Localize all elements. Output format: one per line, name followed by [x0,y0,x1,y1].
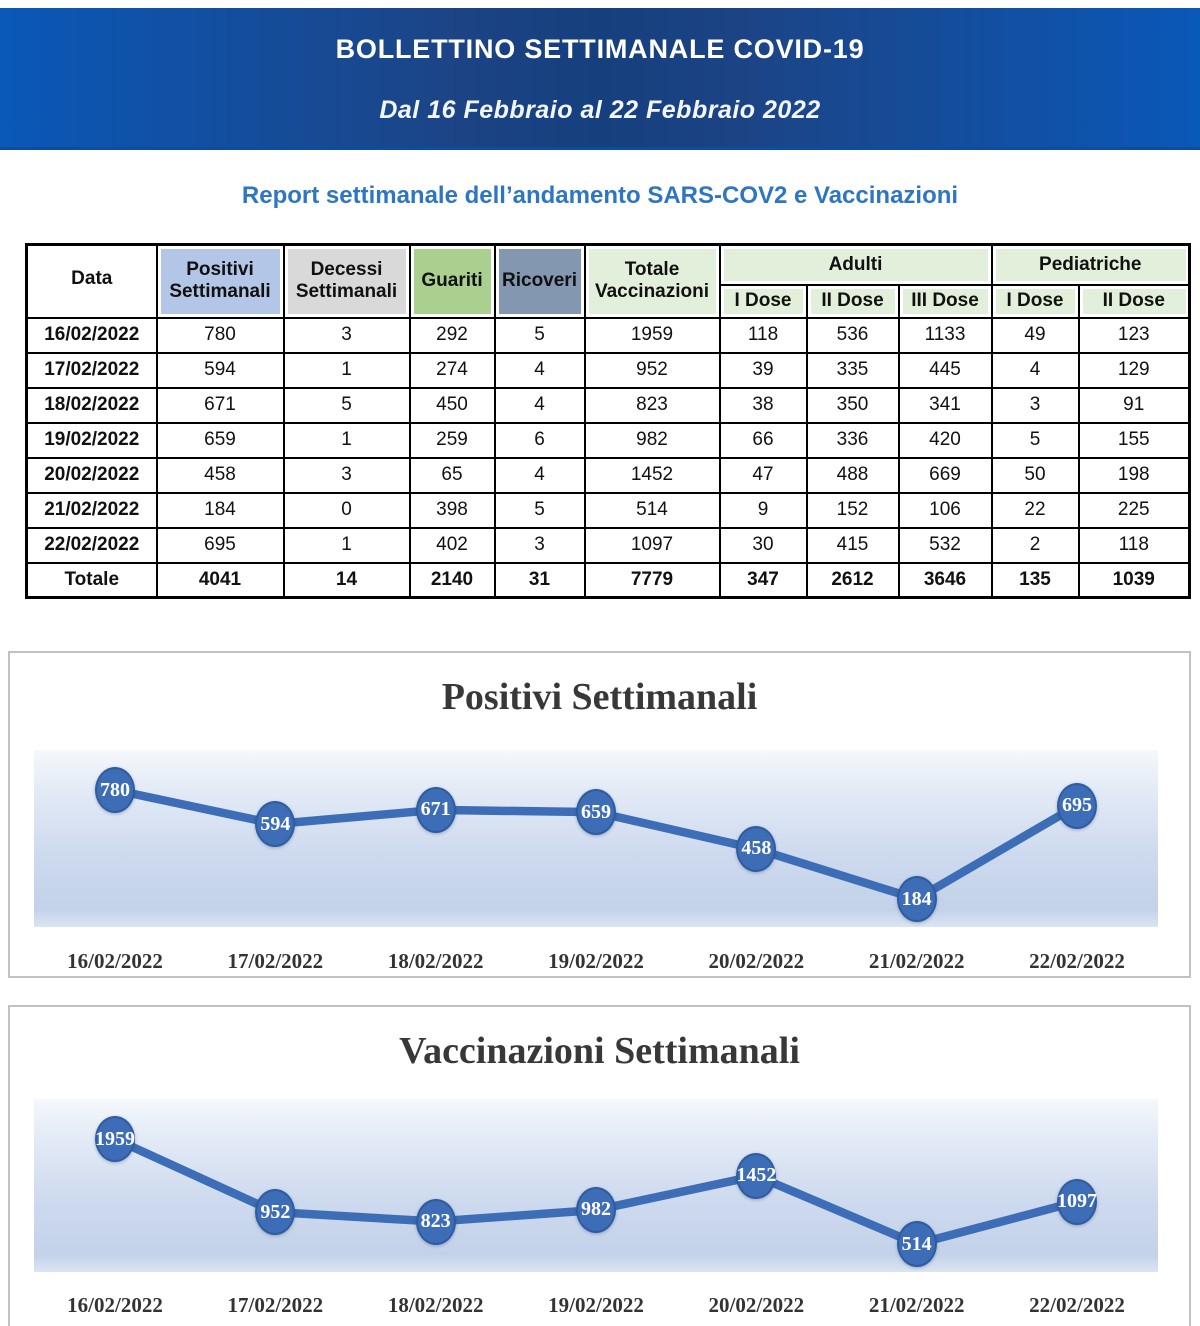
value-cell: 9 [720,493,807,528]
table-total-row [27,563,1190,598]
value-cell: 4041 [157,563,284,598]
series-line [34,750,1158,927]
value-cell: 335 [807,353,899,388]
value-cell: 1 [284,423,410,458]
col-header-totale-vaccinazioni: Totale Vaccinazioni [585,245,720,318]
series-line [34,1099,1158,1272]
x-axis-label: 16/02/2022 [67,1293,163,1317]
value-cell: 65 [410,458,495,493]
chart-title: Vaccinazioni Settimanali [399,1030,800,1072]
value-cell: 6 [495,423,585,458]
value-cell: 30 [720,528,807,563]
value-cell: 420 [899,423,992,458]
report-banner [0,8,1200,150]
group-header-adulti: Adulti [720,245,992,285]
data-point-marker: 594 [255,801,295,847]
col-header-decessi: Decessi Settimanali [284,245,410,318]
value-cell: 2 [992,528,1079,563]
value-cell: 1 [284,353,410,388]
value-cell: 488 [807,458,899,493]
x-axis-label: 17/02/2022 [227,1293,324,1317]
data-point-marker: 458 [736,826,776,872]
table-row [27,318,1190,353]
data-point-marker: 1959 [95,1116,135,1162]
data-point-marker: 659 [576,789,616,835]
value-cell: 536 [807,318,899,353]
table-row [27,493,1190,528]
value-cell: 155 [1079,423,1190,458]
date-cell: 16/02/2022 [27,318,157,353]
value-cell: 50 [992,458,1079,493]
data-point-marker: 695 [1057,783,1097,829]
x-axis-label: 20/02/2022 [708,949,805,973]
group-header-pediatriche: Pediatriche [992,245,1190,285]
data-point-marker: 823 [416,1199,456,1245]
col-header-guariti: Guariti [410,245,495,318]
value-cell: 347 [720,563,807,598]
value-cell: 0 [284,493,410,528]
value-cell: 659 [157,423,284,458]
value-cell: 982 [585,423,720,458]
x-axis-label: 18/02/2022 [387,949,484,973]
data-point-marker: 514 [897,1221,937,1267]
chart-vaccinazioni-settimanali [8,1005,1191,1326]
value-cell: 7779 [585,563,720,598]
data-point-marker: 952 [255,1189,295,1235]
value-cell: 118 [720,318,807,353]
value-cell: 14 [284,563,410,598]
value-cell: 135 [992,563,1079,598]
value-cell: 532 [899,528,992,563]
table-row [27,388,1190,423]
value-cell: 594 [157,353,284,388]
value-cell: 1039 [1079,563,1190,598]
value-cell: 823 [585,388,720,423]
table-row [27,353,1190,388]
value-cell: 38 [720,388,807,423]
banner-title: BOLLETTINO SETTIMANALE COVID-19 [335,34,865,64]
value-cell: 669 [899,458,992,493]
data-point-marker: 184 [897,876,937,922]
date-cell: 21/02/2022 [27,493,157,528]
data-point-marker: 671 [416,787,456,833]
x-axis-label: 17/02/2022 [227,949,324,973]
data-point-marker: 982 [576,1187,616,1233]
value-cell: 2612 [807,563,899,598]
value-cell: 1959 [585,318,720,353]
col-header-positivi: Positivi Settimanali [157,245,284,318]
value-cell: 1133 [899,318,992,353]
total-label-cell: Totale [27,563,157,598]
value-cell: 5 [495,493,585,528]
value-cell: 5 [495,318,585,353]
value-cell: 129 [1079,353,1190,388]
value-cell: 514 [585,493,720,528]
value-cell: 3 [284,318,410,353]
table-row [27,423,1190,458]
x-axis-label: 22/02/2022 [1029,949,1125,973]
x-axis-label: 16/02/2022 [67,949,163,973]
table-row [27,458,1190,493]
value-cell: 2140 [410,563,495,598]
value-cell: 4 [495,353,585,388]
value-cell: 39 [720,353,807,388]
x-axis-label: 21/02/2022 [868,1293,965,1317]
x-axis-label: 18/02/2022 [387,1293,484,1317]
chart-plot-area [34,1099,1158,1272]
covid-data-table [25,243,1191,599]
date-cell: 22/02/2022 [27,528,157,563]
date-cell: 18/02/2022 [27,388,157,423]
x-axis [34,949,1158,975]
chart-positivi-settimanali [8,651,1191,978]
value-cell: 695 [157,528,284,563]
value-cell: 671 [157,388,284,423]
value-cell: 350 [807,388,899,423]
value-cell: 259 [410,423,495,458]
x-axis-label: 19/02/2022 [548,1293,644,1317]
x-axis-label: 21/02/2022 [868,949,965,973]
col-header-adulti-dose-1: I Dose [720,285,807,318]
banner-subtitle: Dal 16 Febbraio al 22 Febbraio 2022 [379,96,821,124]
value-cell: 341 [899,388,992,423]
value-cell: 91 [1079,388,1190,423]
value-cell: 445 [899,353,992,388]
value-cell: 458 [157,458,284,493]
value-cell: 4 [495,458,585,493]
value-cell: 5 [284,388,410,423]
col-header-pediatriche-dose-2: II Dose [1079,285,1190,318]
value-cell: 3 [992,388,1079,423]
value-cell: 5 [992,423,1079,458]
value-cell: 274 [410,353,495,388]
x-axis-label: 20/02/2022 [708,1293,805,1317]
value-cell: 225 [1079,493,1190,528]
report-heading: Report settimanale dell’andamento SARS-COV2 e Vaccinazioni [241,182,959,209]
value-cell: 3 [495,528,585,563]
x-axis-label: 22/02/2022 [1029,1293,1125,1317]
value-cell: 4 [992,353,1079,388]
col-header-adulti-dose-3: III Dose [899,285,992,318]
value-cell: 118 [1079,528,1190,563]
chart-plot-area [34,750,1158,927]
value-cell: 336 [807,423,899,458]
value-cell: 402 [410,528,495,563]
value-cell: 292 [410,318,495,353]
value-cell: 3 [284,458,410,493]
data-point-marker: 780 [95,767,135,813]
col-header-ricoveri: Ricoveri [495,245,585,318]
value-cell: 152 [807,493,899,528]
col-header-adulti-dose-2: II Dose [807,285,899,318]
value-cell: 184 [157,493,284,528]
date-cell: 17/02/2022 [27,353,157,388]
value-cell: 1 [284,528,410,563]
value-cell: 450 [410,388,495,423]
value-cell: 1097 [585,528,720,563]
value-cell: 49 [992,318,1079,353]
date-cell: 20/02/2022 [27,458,157,493]
data-point-marker: 1452 [736,1153,776,1199]
value-cell: 780 [157,318,284,353]
value-cell: 22 [992,493,1079,528]
value-cell: 398 [410,493,495,528]
x-axis-label: 19/02/2022 [548,949,644,973]
value-cell: 952 [585,353,720,388]
value-cell: 4 [495,388,585,423]
x-axis [34,1293,1158,1319]
col-header-pediatriche-dose-1: I Dose [992,285,1079,318]
value-cell: 123 [1079,318,1190,353]
data-point-marker: 1097 [1057,1179,1097,1225]
value-cell: 415 [807,528,899,563]
value-cell: 3646 [899,563,992,598]
value-cell: 66 [720,423,807,458]
table-row [27,528,1190,563]
value-cell: 106 [899,493,992,528]
chart-title: Positivi Settimanali [441,676,758,718]
date-cell: 19/02/2022 [27,423,157,458]
value-cell: 198 [1079,458,1190,493]
value-cell: 1452 [585,458,720,493]
col-header-data: Data [27,245,157,318]
value-cell: 47 [720,458,807,493]
value-cell: 31 [495,563,585,598]
